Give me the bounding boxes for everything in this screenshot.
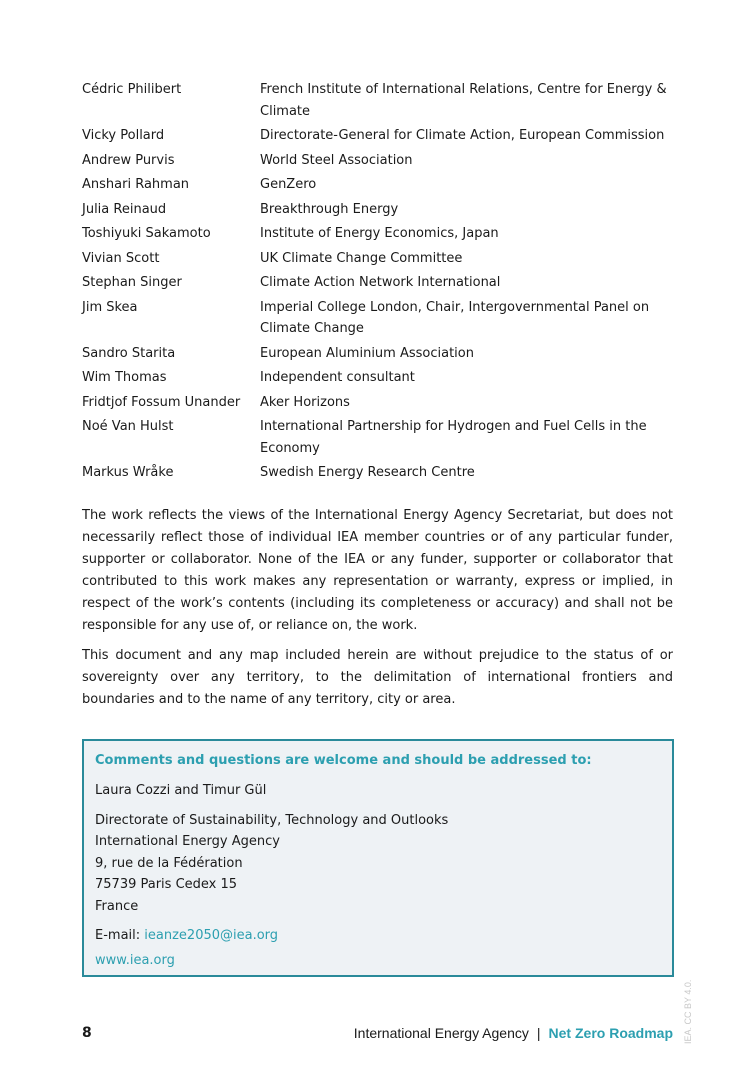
contributor-name: Noé Van Hulst	[82, 419, 174, 434]
contributor-organisation: French Institute of International Relations, Centre for Energy & Climate	[260, 82, 667, 119]
footer-separator: |	[536, 1025, 541, 1041]
contributor-row	[82, 367, 674, 389]
contributor-organisation: Independent consultant	[260, 370, 415, 385]
contributor-row	[82, 462, 674, 484]
address-line: Directorate of Sustainability, Technology and Outlooks	[95, 812, 449, 828]
contributor-organisation: Imperial College London, Chair, Intergovernmental Panel on Climate Change	[260, 299, 650, 336]
contributor-name: Julia Reinaud	[82, 201, 167, 217]
contributor-name: Markus Wråke	[82, 465, 174, 480]
email-row	[95, 925, 661, 947]
contributor-organisation: International Partnership for Hydrogen and Fuel Cells in the Economy	[260, 419, 647, 456]
contributor-name: Fridtjof Fossum Unander	[82, 394, 241, 410]
email-label: E-mail:	[95, 928, 141, 943]
contact-box	[82, 739, 674, 977]
contributor-name: Wim Thomas	[82, 370, 167, 385]
contributor-organisation: Climate Action Network International	[260, 275, 501, 290]
contributors-table	[82, 79, 674, 487]
contributor-organisation: European Aluminium Association	[260, 345, 474, 361]
contributor-name: Jim Skea	[82, 299, 138, 315]
contributor-name: Toshiyuki Sakamoto	[82, 226, 211, 241]
contributor-row	[82, 392, 674, 414]
contributor-organisation: GenZero	[260, 177, 317, 192]
address-line: International Energy Agency	[95, 834, 280, 849]
contributor-organisation: Institute of Energy Economics, Japan	[260, 226, 499, 241]
contributor-row	[82, 272, 674, 294]
territory-disclaimer-paragraph: This document and any map included herein are without prejudice to the status of or sovereignty over any territory, to the delimitation of international frontiers and boundaries and to the name of any territory, city or area.	[82, 648, 673, 707]
contributor-name: Andrew Purvis	[82, 152, 175, 168]
email-link[interactable]: ieanze2050@iea.org	[144, 928, 279, 943]
contributor-name: Stephan Singer	[82, 275, 182, 290]
disclaimer-paragraph: The work reflects the views of the International Energy Agency Secretariat, but does not necessarily reflect those of individual IEA member countries or of any particular funder, supporter or collaborator. None of the IEA or any funder, supporter or collaborator that contributed to this work makes any representation or warranty, express or implied, in respect of the work’s contents (including its completeness or accuracy) and shall not be responsible for any use of, or reliance on, the work.	[82, 508, 673, 633]
contributor-name: Anshari Rahman	[82, 177, 190, 192]
contributor-organisation: Directorate-General for Climate Action, European Commission	[260, 128, 665, 143]
address-line: 75739 Paris Cedex 15	[95, 877, 238, 892]
contributor-organisation: Breakthrough Energy	[260, 201, 399, 217]
contributor-row	[82, 174, 674, 196]
address-line: 9, rue de la Fédération	[95, 855, 243, 871]
page-number: 8	[82, 1025, 92, 1041]
contributor-row	[82, 79, 674, 122]
footer-publisher: International Energy Agency	[353, 1025, 529, 1041]
contributor-organisation: UK Climate Change Committee	[260, 250, 463, 266]
footer-report-title: Net Zero Roadmap	[548, 1025, 673, 1041]
contributor-name: Cédric Philibert	[82, 82, 182, 97]
contributor-row	[82, 223, 674, 245]
contributor-name: Vivian Scott	[82, 250, 160, 266]
address-line: France	[95, 898, 139, 914]
contributor-organisation: World Steel Association	[260, 152, 413, 168]
contact-heading: Comments and questions are welcome and should be addressed to:	[95, 753, 592, 768]
contributor-row	[82, 248, 674, 270]
contributor-organisation: Swedish Energy Research Centre	[260, 465, 475, 480]
contributor-row	[82, 125, 674, 147]
contributor-row	[82, 199, 674, 221]
contributor-name: Sandro Starita	[82, 345, 176, 361]
contributor-row	[82, 297, 674, 340]
license-credit: IEA. CC BY 4.0.	[683, 979, 693, 1044]
website-link[interactable]: www.iea.org	[95, 952, 175, 968]
contributor-row	[82, 416, 674, 459]
contact-people: Laura Cozzi and Timur Gül	[95, 783, 267, 798]
footer-publication-info	[354, 1023, 673, 1043]
contributor-row	[82, 150, 674, 172]
contributor-name: Vicky Pollard	[82, 128, 165, 143]
contributor-organisation: Aker Horizons	[260, 394, 350, 410]
contributor-row	[82, 343, 674, 365]
